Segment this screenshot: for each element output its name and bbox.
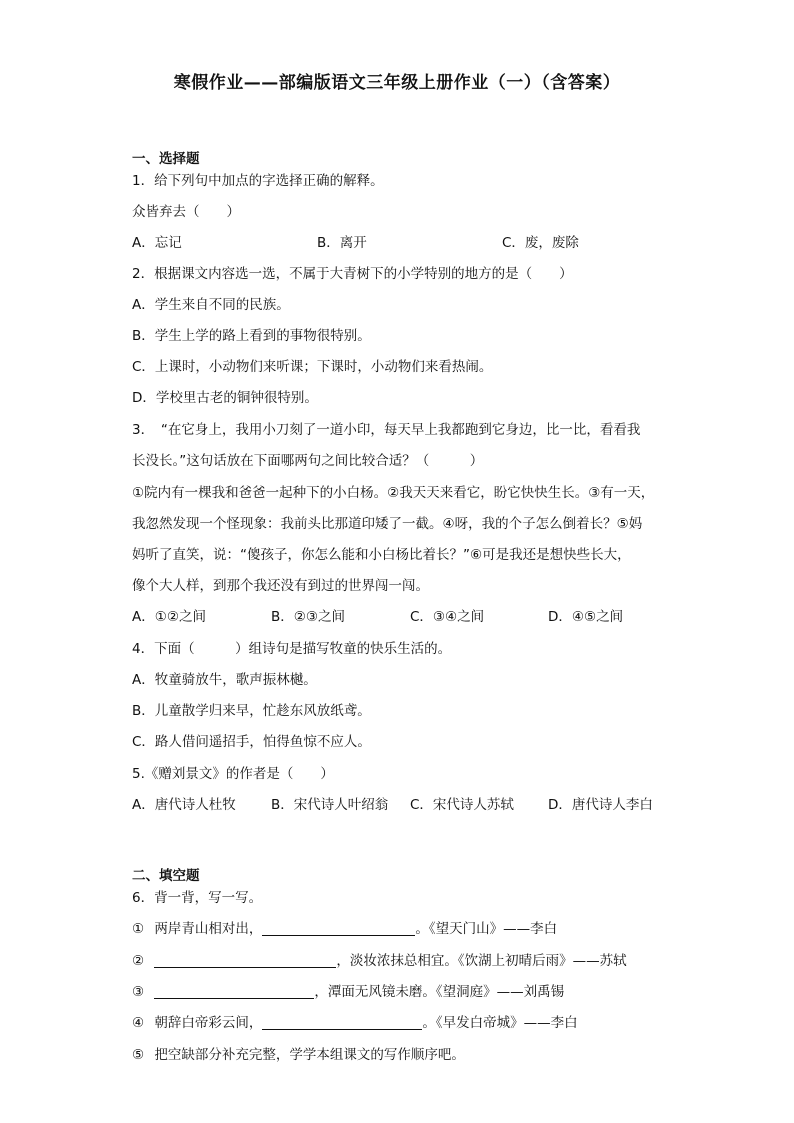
q6-stem: 6．背一背，写一写。 [132,890,263,906]
section-heading-fill: 二、填空题 [132,868,200,884]
q6-item-2-blank[interactable] [154,953,336,968]
q6-item-1-num: ① [132,921,145,937]
q3-passage-line2: 我忽然发现一个怪现象：我前头比那道印矮了一截。④呀，我的个子怎么倒着长？⑤妈 [132,516,643,532]
q1-option-a: A．忘记 [132,235,182,251]
q6-item-3-num: ③ [132,984,145,1000]
q2-option-d: D．学校里古老的铜钟很特别。 [132,390,318,406]
q5-option-d: D．唐代诗人李白 [548,797,653,813]
q1-stem: 1．给下列句中加点的字选择正确的解释。 [132,173,384,189]
q6-item-1 [132,920,557,938]
q3-stem-line2: 长没长。”这句话放在下面哪两句之间比较合适？（ ） [132,453,484,469]
q5-option-b: B．宋代诗人叶绍翁 [271,797,389,813]
q6-item-5 [132,1046,465,1064]
q3-stem-line1: 3． “在它身上，我用小刀刻了一道小印，每天早上我都跑到它身边，比一比，看看我 [132,422,641,438]
q3-passage-line1: ①院内有一棵我和爸爸一起种下的小白杨。②我天天来看它，盼它快快生长。③有一天， [132,485,655,501]
q6-item-4-blank[interactable] [262,1015,422,1030]
q1-option-c: C．废，废除 [502,235,579,251]
q4-option-a: A．牧童骑放牛，歌声振林樾。 [132,672,317,688]
q6-item-2-num: ② [132,953,145,969]
q4-stem: 4．下面（ ）组诗句是描写牧童的快乐生活的。 [132,641,452,657]
q4-option-c: C．路人借问遥招手，怕得鱼惊不应人。 [132,734,371,750]
q3-option-c: C．③④之间 [410,609,485,625]
q6-item-2-after: ，淡妆浓抹总相宜。《饮湖上初晴后雨》——苏轼 [336,953,627,969]
q2-option-c: C．上课时，小动物们来听课；下课时，小动物们来看热闹。 [132,359,493,375]
q6-item-1-after: 。《望天门山》——李白 [415,921,558,937]
section-heading-choice: 一、选择题 [132,151,200,167]
q6-item-4-num: ④ [132,1015,145,1031]
q6-item-3 [132,983,564,1001]
q6-item-4 [132,1014,578,1032]
q1-option-b: B．离开 [317,235,367,251]
q6-item-2 [132,952,627,970]
q3-passage-line4: 像个大人样，到那个我还没有到过的世界闯一闯。 [132,578,429,594]
q6-item-4-after: 。《早发白帝城》——李白 [422,1015,578,1031]
q5-option-a: A．唐代诗人杜牧 [132,797,236,813]
q5-stem: 5.《赠刘景文》的作者是（ ） [132,766,334,782]
q2-option-b: B．学生上学的路上看到的事物很特别。 [132,328,371,344]
q4-option-b: B．儿童散学归来早，忙趁东风放纸鸢。 [132,703,371,719]
q3-passage-line3: 妈听了直笑，说：“傻孩子，你怎么能和小白杨比着长？”⑥可是我还是想快些长大， [132,547,631,563]
q6-item-5-before: 把空缺部分补充完整，学学本组课文的写作顺序吧。 [154,1047,465,1063]
q3-option-b: B．②③之间 [271,609,345,625]
q3-option-a: A．①②之间 [132,609,206,625]
q2-stem: 2．根据课文内容选一选，不属于大青树下的小学特别的地方的是（ ） [132,266,573,282]
q3-option-d: D．④⑤之间 [548,609,624,625]
page-title: 寒假作业——部编版语文三年级上册作业（一）（含答案） [173,73,621,93]
q5-option-c: C．宋代诗人苏轼 [410,797,514,813]
q6-item-5-num: ⑤ [132,1047,145,1063]
q6-item-4-before: 朝辞白帝彩云间， [154,1015,263,1031]
q6-item-1-before: 两岸青山相对出， [154,921,263,937]
q6-item-3-blank[interactable] [154,984,314,999]
q2-option-a: A．学生来自不同的民族。 [132,297,290,313]
q6-item-3-after: ，潭面无风镜未磨。《望洞庭》——刘禹锡 [314,984,565,1000]
q1-sentence: 众皆弃去（ ） [132,204,240,220]
q6-item-1-blank[interactable] [262,921,415,936]
